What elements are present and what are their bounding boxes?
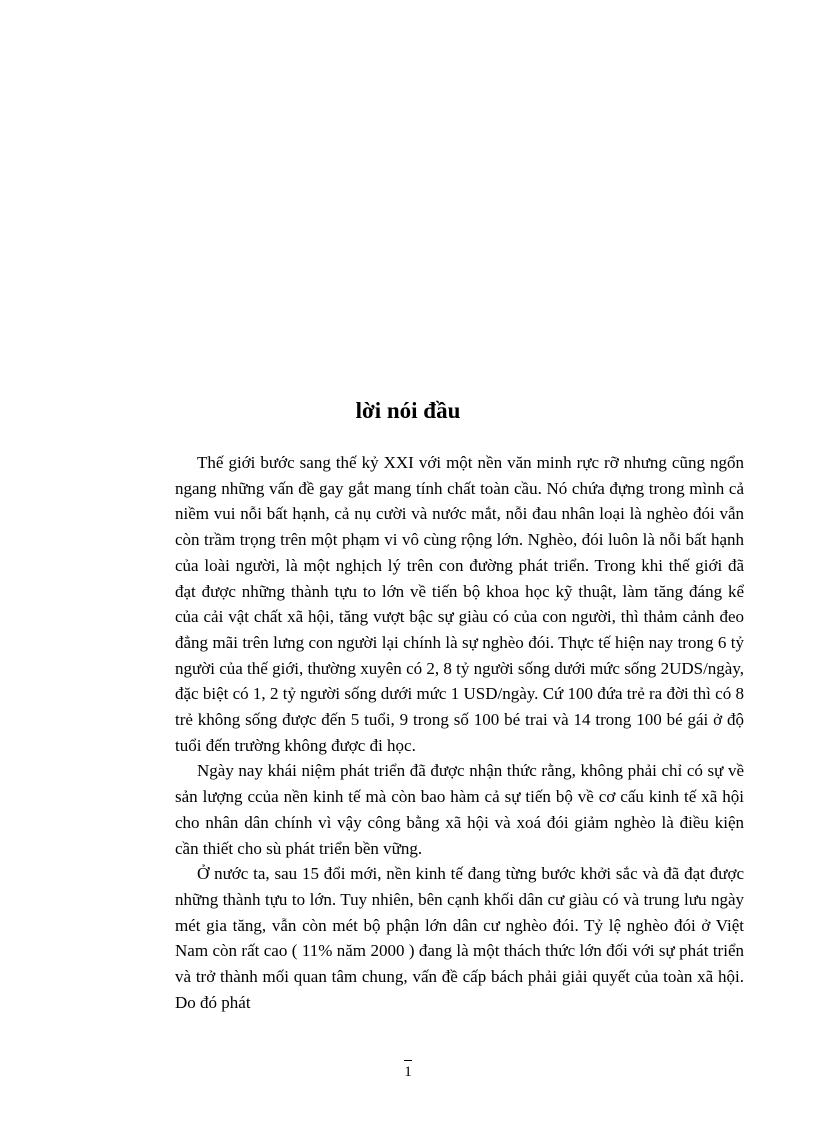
document-title: lời nói đầu bbox=[355, 398, 461, 423]
paragraph-1: Thế giới bước sang thế kỷ XXI với một nền văn minh rực rỡ nhưng cũng ngổn ngang những vấn đề gay gắt mang tính chất toàn cầu. Nó chứa đựng trong mình cả niềm vui nỗi bất hạnh, cả nụ cười và nước mắt, nỗi đau nhân loại là nghèo đói vẫn còn trầm trọng trên một phạm vi vô cùng rộng lớn. Nghèo, đói luôn là nỗi bất hạnh của loài người, là một nghịch lý trên con đường phát triển. Trong khi thế giới đã đạt được những thành tựu to lớn về tiến bộ khoa học kỹ thuật, làm tăng đáng kể của cải vật chất xã hội, tăng vượt bậc sự giàu có của con người, thì thảm cảnh đeo đẳng mãi trên lưng con người lại chính là sự nghèo đói. Thực tế hiện nay trong 6 tỷ người của thế giới, thường xuyên có 2, 8 tỷ người sống dưới mức sống 2UDS/ngày, đặc biệt có 1, 2 tỷ người sống dưới mức 1 USD/ngày. Cứ 100 đứa trẻ ra đời thì có 8 trẻ không sống được đến 5 tuổi, 9 trong số 100 bé trai và 14 trong 100 bé gái ở độ tuổi đến trường không được đi học. bbox=[175, 453, 744, 755]
document-body bbox=[175, 450, 744, 1015]
paragraph-3: Ở nước ta, sau 15 đổi mới, nền kinh tế đang từng bước khởi sắc và đã đạt được những thành tựu to lớn. Tuy nhiên, bên cạnh khối dân cư giàu có và trung lưu ngày mét gia tăng, vẫn còn mét bộ phận lớn dân cư nghèo đói. Tỷ lệ nghèo đói ở Việt Nam còn rất cao ( 11% năm 2000 ) đang là một thách thức lớn đối với sự phát triển và trở thành mối quan tâm chung, vấn đề cấp bách phải giải quyết của toàn xã hội. Do đó phát bbox=[175, 864, 744, 1012]
paragraph-2: Ngày nay khái niệm phát triển đã được nhận thức rằng, không phải chỉ có sự về sản lượng ccủa nền kinh tế mà còn bao hàm cả sự tiến bộ về cơ cấu kinh tế xã hội cho nhân dân chính vì vậy công bằng xã hội và xoá đói giảm nghèo là điều kiện cần thiết cho sù phát triển bền vững. bbox=[175, 761, 744, 858]
page-number-value: 1 bbox=[404, 1060, 412, 1082]
page-number bbox=[0, 1060, 816, 1082]
